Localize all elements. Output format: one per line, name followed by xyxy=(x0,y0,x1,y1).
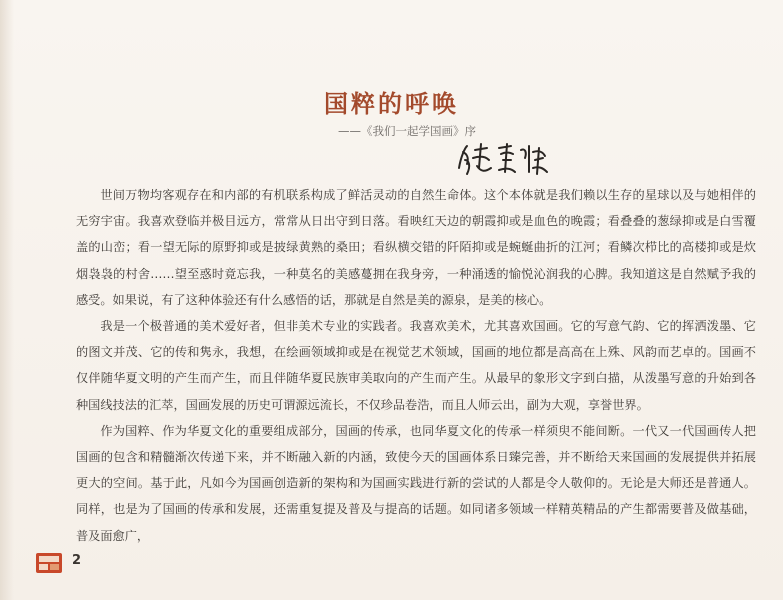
page-subtitle: ——《我们一起学国画》序 xyxy=(338,124,476,138)
paragraph: 世间万物均客观存在和内部的有机联系构成了鲜活灵动的自然生命体。这个本体就是我们赖以生存的星球以及与她相伴的无穷宇宙。我喜欢登临并极目远方，常常从日出守到日落。看映红天边的朝霞抑或是血色的晚霞；看叠叠的葱绿抑或是白雪覆盖的山峦；看一望无际的原野抑或是披绿黄熟的桑田；看纵横交错的阡陌抑或是蜿蜒曲折的江河；看鳞次栉比的高楼抑或是炊烟袅袅的村舍……望至惑时竟忘我，一种莫名的美感蔓拥在我身旁，一种涌透的愉悦沁润我的心脾。我知道这是自然赋予我的感受。如果说，有了这种体验还有什么感悟的话，那就是自然是美的源泉，是美的核心。 xyxy=(76,188,756,307)
page-number: 2 xyxy=(72,553,82,568)
author-signature xyxy=(455,138,551,182)
paragraph: 我是一个极普通的美术爱好者，但非美术专业的实践者。我喜欢美术，尤其喜欢国画。它的写意气韵、它的挥洒泼墨、它的图文并茂、它的传和隽永，我想，在绘画领域抑或是在视觉艺术领域，国画的地位都是高高在上殊、风韵而艺卓的。国画不仅伴随华夏文明的产生而产生，而且伴随华夏民族审美取向的产生而产生。从最早的象形文字到白描，从泼墨写意的升始到各种国线技法的汇萃，国画发展的历史可谓源远流长，不仅珍品卷浩，而且人师云出，副为大观，享誉世界。 xyxy=(76,319,756,412)
page-title: 国粹的呼唤 xyxy=(324,90,459,118)
preface-body xyxy=(76,182,756,549)
paragraph: 作为国粹、作为华夏文化的重要组成部分，国画的传承，也同华夏文化的传承一样须臾不能间断。一代又一代国画传人把国画的包含和精髓渐次传递下来，并不断融入新的内涵，致使今天的国画体系日臻完善，并不断给天来国画的发展提供并拓展更大的空间。基于此，凡如今为国画创造新的架构和为国画实践进行新的尝试的人都是令人敬仰的。无论是大师还是普通人。同样，也是为了国画的传承和发展，还需重复提及普及与提高的话题。如同诸多领域一样精英精品的产生都需要普及做基础，普及面愈广， xyxy=(76,423,756,543)
publisher-logo-icon xyxy=(36,553,62,573)
